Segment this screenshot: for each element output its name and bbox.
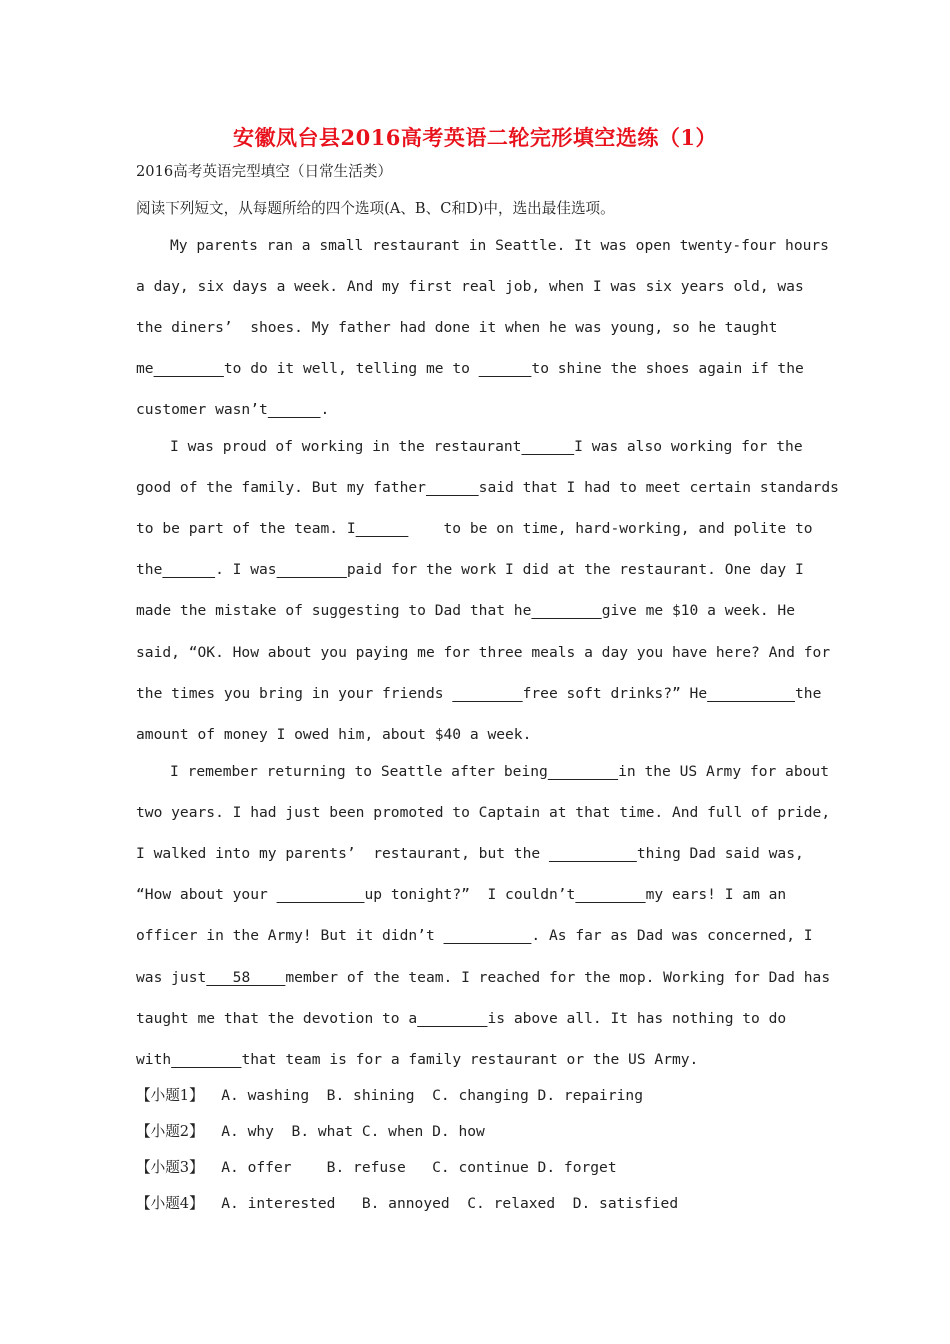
passage-line xyxy=(136,519,813,539)
answer-blank xyxy=(417,1010,487,1027)
answer-blank xyxy=(277,886,365,903)
passage-line xyxy=(136,844,804,864)
passage-text: to do it well, telling me to xyxy=(223,360,479,378)
passage-text: . xyxy=(320,401,330,419)
passage-line xyxy=(170,762,829,782)
passage-text: give me $10 a week. He xyxy=(601,602,795,620)
answer-blank xyxy=(154,360,224,377)
answer-blank xyxy=(707,685,795,702)
passage-text: that team is for a family restaurant or the US Army. xyxy=(241,1050,699,1068)
answer-blank xyxy=(162,561,215,578)
passage-text: . As far as Dad was concerned, I xyxy=(531,927,813,945)
passage-text: free soft drinks?” He xyxy=(522,684,708,702)
passage-line xyxy=(136,318,777,338)
passage-text: the diners’ shoes. My father had done it when he was young, so he taught xyxy=(136,319,778,337)
question-options: A. why B. what C. when D. how xyxy=(203,1123,485,1140)
page-title: 安徽凤台县2016高考英语二轮完形填空选练（1） xyxy=(232,125,718,150)
answer-blank xyxy=(549,845,637,862)
answer-blank xyxy=(452,685,522,702)
answer-blank xyxy=(268,401,321,418)
answer-blank xyxy=(444,927,532,944)
passage-line xyxy=(136,968,830,988)
question-label: 【小题2】 xyxy=(136,1123,204,1140)
question-options: A. offer B. refuse C. continue D. forget xyxy=(203,1159,617,1176)
passage-line xyxy=(136,803,830,823)
question-item xyxy=(136,1158,617,1178)
passage-line xyxy=(136,725,531,745)
passage-text: me xyxy=(136,360,154,378)
passage-text: paid for the work I did at the restaurant. One day I xyxy=(346,561,804,579)
answer-blank xyxy=(575,886,645,903)
question-item xyxy=(136,1122,485,1142)
passage-text: in the US Army for about xyxy=(618,763,829,780)
passage-text: amount of money I owed him, about $40 a week. xyxy=(136,725,532,743)
passage-text: good of the family. But my father xyxy=(136,479,426,497)
passage-text: I walked into my parents’ restaurant, but the xyxy=(136,845,549,863)
question-label: 【小题1】 xyxy=(136,1087,204,1104)
answer-blank: 58 xyxy=(206,968,286,986)
answer-blank xyxy=(479,360,532,377)
answer-blank xyxy=(426,479,479,496)
passage-line xyxy=(136,400,329,420)
passage-text: officer in the Army! But it didn’t xyxy=(136,927,444,945)
question-options: A. interested B. annoyed C. relaxed D. satisfied xyxy=(203,1195,679,1212)
subtitle: 2016高考英语完型填空（日常生活类） xyxy=(136,163,393,180)
passage-text: made the mistake of suggesting to Dad that he xyxy=(136,602,532,620)
passage-text: said that I had to meet certain standards xyxy=(478,479,839,497)
passage-text: up tonight?” I couldn’t xyxy=(364,886,576,904)
passage-line xyxy=(170,236,829,256)
passage-line xyxy=(136,359,804,379)
passage-text: said, “OK. How about you paying me for three meals a day you have here? And for xyxy=(136,643,831,661)
passage-text: the times you bring in your friends xyxy=(136,684,453,702)
passage-line xyxy=(136,684,821,704)
passage-text: I was also working for the xyxy=(574,438,803,455)
passage-text: the xyxy=(136,561,163,579)
question-options: A. washing B. shining C. changing D. repairing xyxy=(203,1087,643,1104)
passage-text: a day, six days a week. And my first real job, when I was six years old, was xyxy=(136,278,804,296)
passage-text: to be part of the team. I xyxy=(136,520,356,538)
question-label: 【小题3】 xyxy=(136,1159,204,1176)
passage-line xyxy=(136,277,804,297)
answer-blank xyxy=(356,520,409,537)
passage-line xyxy=(136,1050,698,1070)
question-item xyxy=(136,1194,678,1214)
passage-line xyxy=(136,885,786,905)
passage-text: customer wasn’t xyxy=(136,401,268,419)
passage-text: thing Dad said was, xyxy=(636,845,804,863)
passage-text: was just xyxy=(136,968,207,986)
passage-text: member of the team. I reached for the mop. Working for Dad has xyxy=(285,968,831,986)
question-item xyxy=(136,1086,643,1106)
passage-text: two years. I had just been promoted to Captain at that time. And full of pride, xyxy=(136,804,831,822)
answer-blank xyxy=(548,763,618,780)
passage-line xyxy=(170,437,803,457)
answer-blank xyxy=(277,561,347,578)
passage-text: my ears! I am an xyxy=(645,886,787,904)
answer-blank xyxy=(171,1051,241,1068)
passage-text: to shine the shoes again if the xyxy=(531,360,804,378)
passage-text: to be on time, hard-working, and polite to xyxy=(408,520,813,538)
answer-blank xyxy=(531,602,601,619)
passage-text: the xyxy=(795,684,822,702)
answer-blank xyxy=(521,438,574,455)
passage-text: I remember returning to Seattle after being xyxy=(170,763,548,780)
passage-line xyxy=(136,643,830,663)
passage-line xyxy=(136,478,839,498)
passage-text: My parents ran a small restaurant in Seattle. It was open twenty-four hours xyxy=(170,237,829,254)
passage-text: “How about your xyxy=(136,886,277,904)
passage-line xyxy=(136,1009,786,1029)
passage-text: I was proud of working in the restaurant xyxy=(170,438,522,455)
instruction: 阅读下列短文，从每题所给的四个选项(A、B、C和D)中，选出最佳选项。 xyxy=(136,200,615,217)
passage-line xyxy=(136,601,795,621)
passage-line xyxy=(136,926,813,946)
passage-text: is above all. It has nothing to do xyxy=(487,1009,787,1027)
passage-text: . I was xyxy=(215,561,277,579)
passage-text: taught me that the devotion to a xyxy=(136,1009,418,1027)
passage-line xyxy=(136,560,804,580)
question-label: 【小题4】 xyxy=(136,1195,204,1212)
passage-text: with xyxy=(136,1050,172,1068)
